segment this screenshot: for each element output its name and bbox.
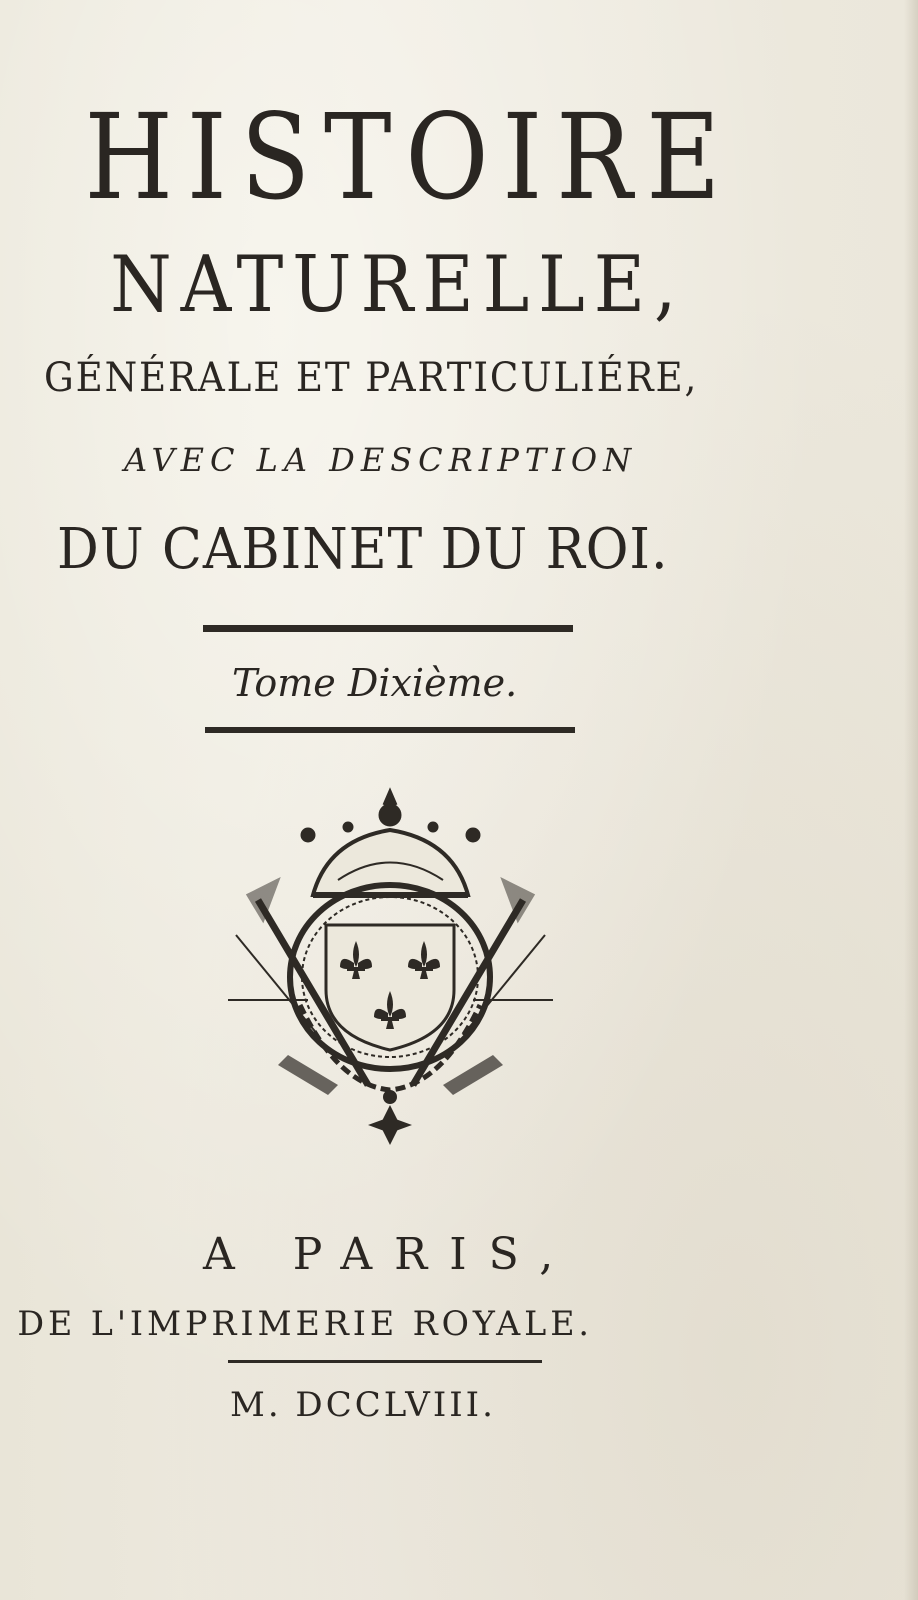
imprint-printer: DE L'IMPRIMERIE ROYALE. (17, 1304, 593, 1344)
imprint-year: M. DCCLVIII. (230, 1385, 496, 1425)
volume-label: Tome Dixième. (232, 661, 518, 705)
subtitle-cabinet-du-roi: DU CABINET DU ROI. (57, 517, 669, 582)
subtitle-avec-la-description: AVEC LA DESCRIPTION (124, 441, 638, 479)
top-rule (203, 625, 573, 632)
subtitle-generale: GÉNÉRALE ET PARTICULIÉRE, (44, 355, 699, 401)
lower-rule (205, 727, 575, 733)
imprint-rule (228, 1360, 542, 1363)
title-naturelle: NATURELLE, (110, 240, 686, 330)
royal-arms-fleur-de-lis-icon (218, 785, 563, 1170)
imprint-city: A PARIS, (203, 1229, 576, 1280)
title-histoire: HISTOIRE (84, 88, 735, 226)
